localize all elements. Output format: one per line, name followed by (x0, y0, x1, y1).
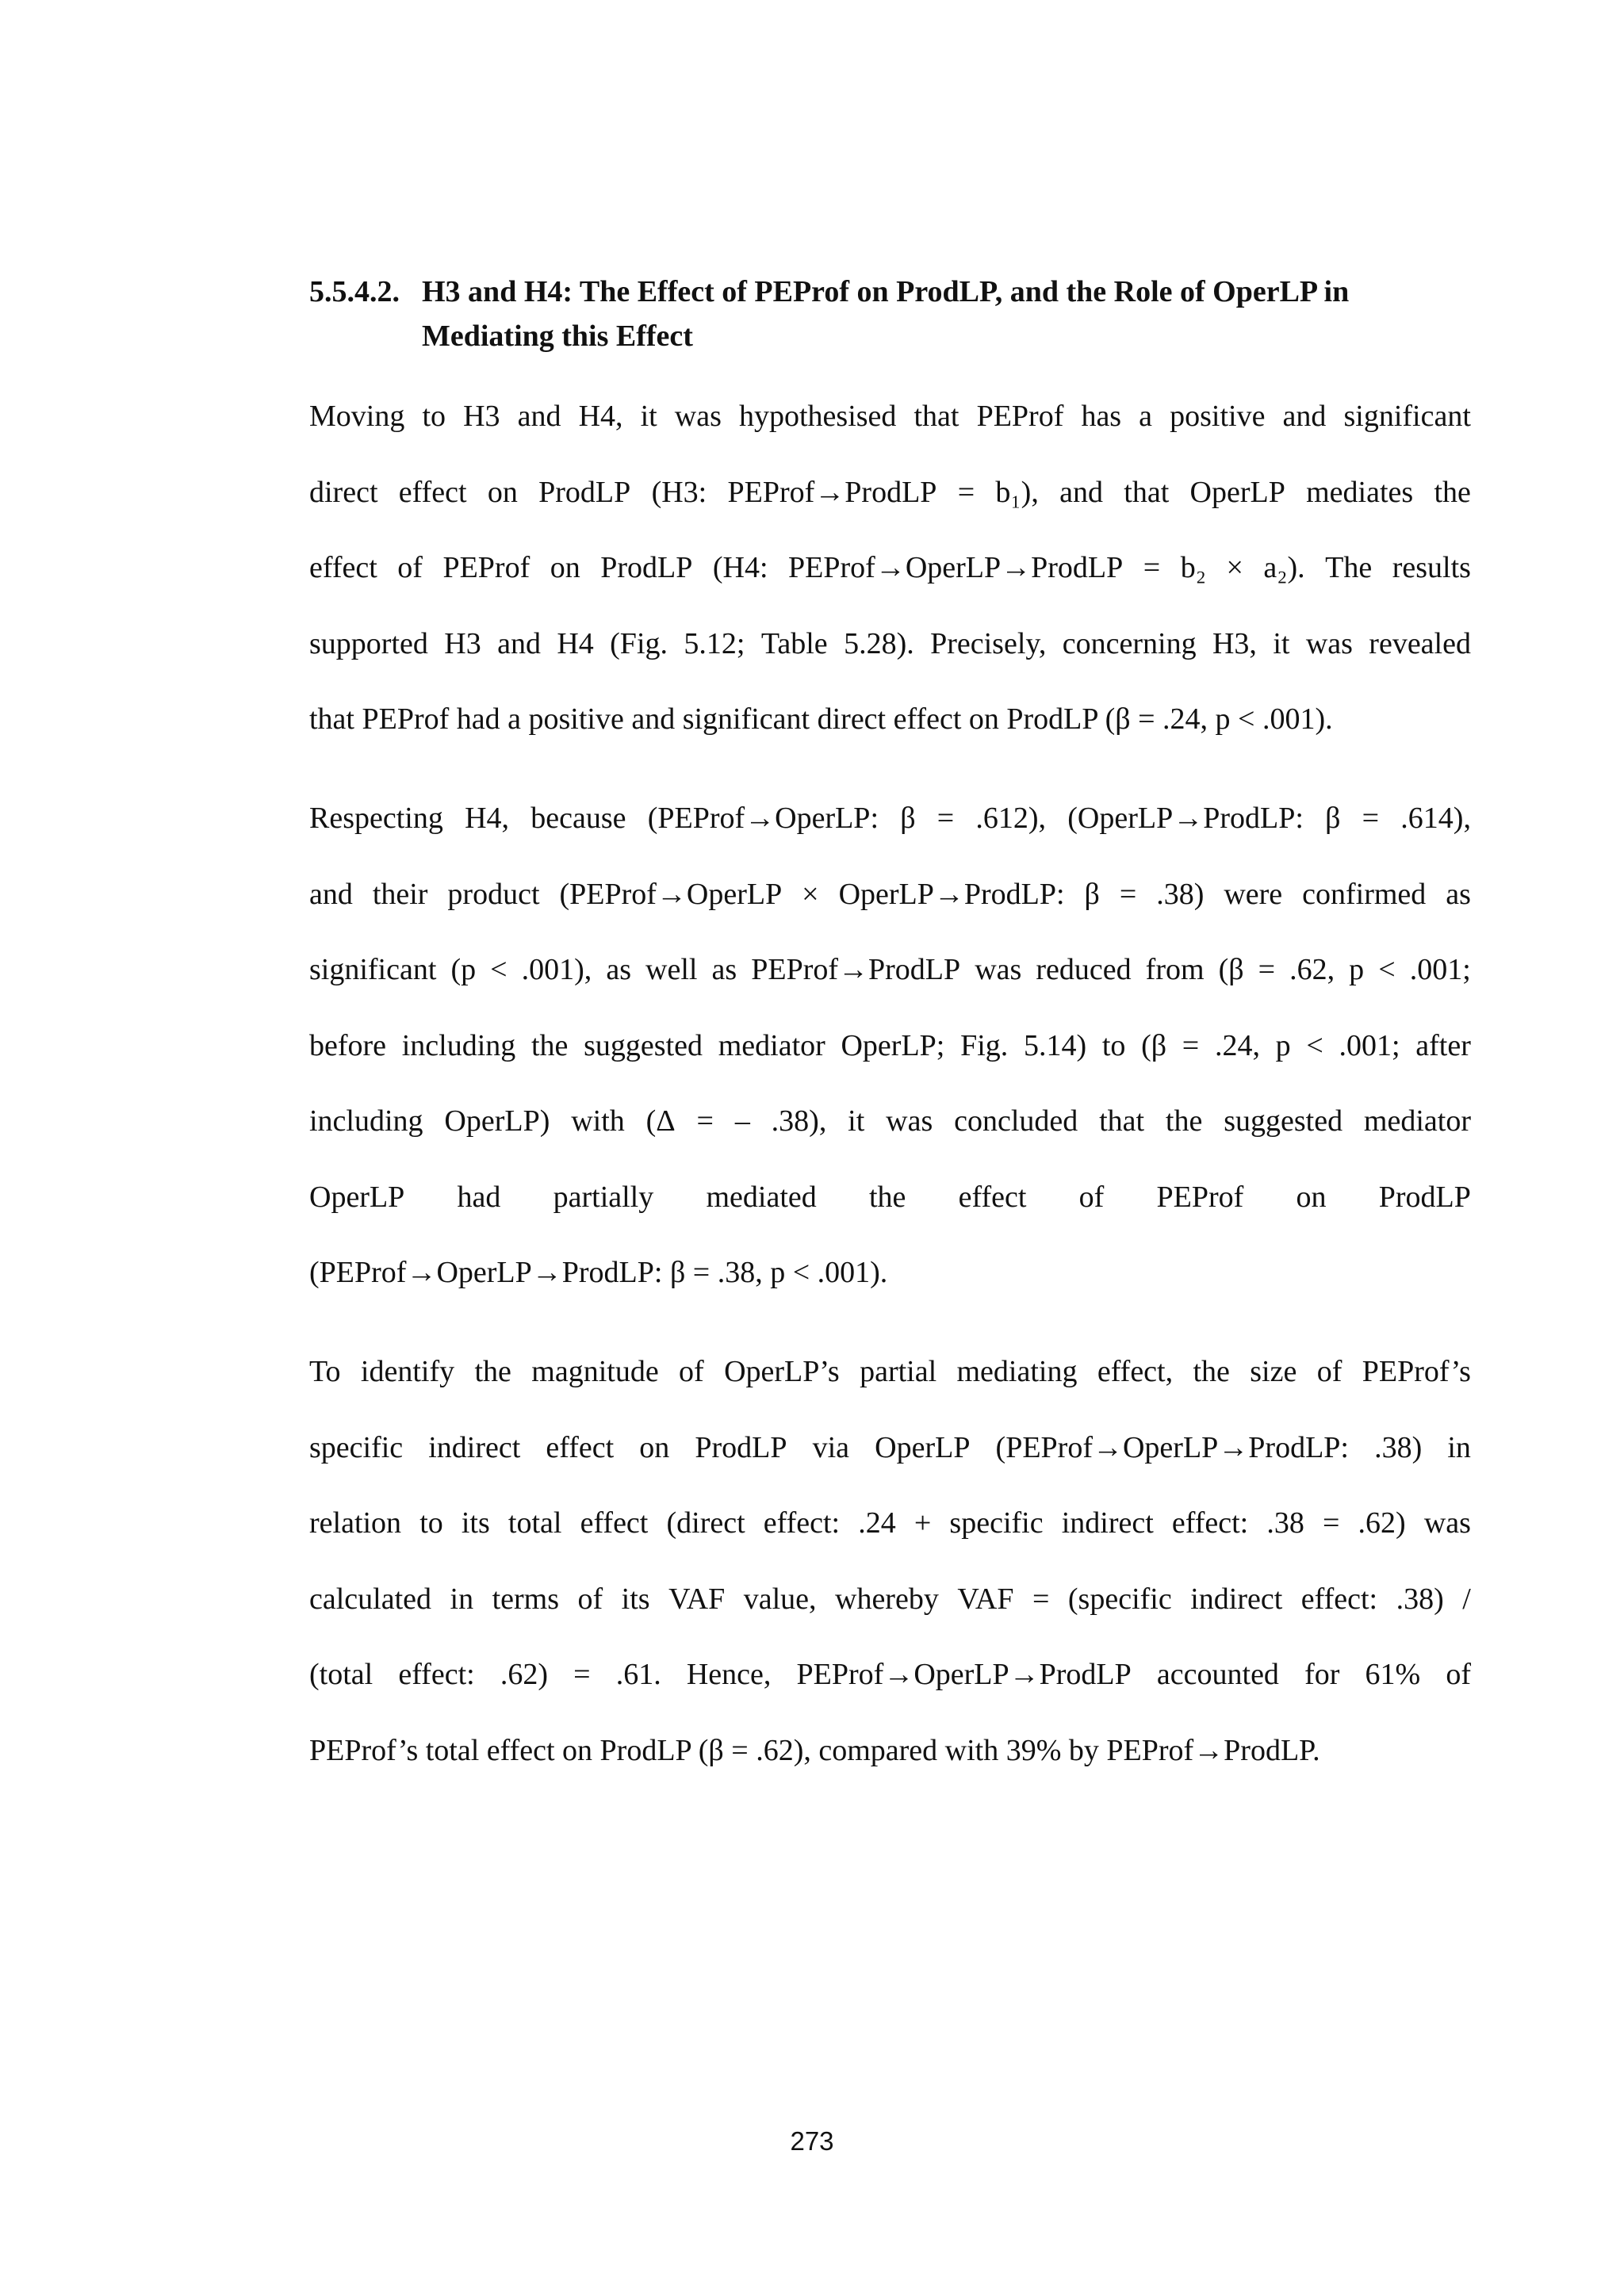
paragraph-line: before including the suggested mediator OperLP; Fig. 5.14) to (β = .24, p < .001; after (309, 1028, 1471, 1062)
paragraph-h3-hypothesis (309, 379, 1471, 758)
paragraph-line: specific indirect effect on ProdLP via OperLP (PEProf→OperLP→ProdLP: .38) in (309, 1430, 1471, 1464)
paragraph-line: significant (p < .001), as well as PEProf→ProdLP was reduced from (β = .62, p < .001; (309, 953, 1471, 986)
paragraph-line: including OperLP) with (Δ = – .38), it was concluded that the suggested mediator (309, 1104, 1471, 1138)
paragraph-line: Moving to H3 and H4, it was hypothesised that PEProf has a positive and significant (309, 400, 1471, 433)
paragraph-line: effect of PEProf on ProdLP (H4: PEProf→OperLP→ProdLP = b₂ × a₂). The results (309, 551, 1471, 584)
paragraph-line: To identify the magnitude of OperLP’s partial mediating effect, the size of PEProf’s (309, 1355, 1471, 1388)
page-number: 273 (790, 2126, 834, 2156)
section-heading (309, 270, 1471, 358)
paragraph-line: relation to its total effect (direct effect: .24 + specific indirect effect: .38 = .62) was (309, 1506, 1471, 1540)
paragraph-line: direct effect on ProdLP (H3: PEProf→ProdLP = b₁), and that OperLP mediates the (309, 475, 1471, 509)
paragraph-line: and their product (PEProf→OperLP × OperLP→ProdLP: β = .38) were confirmed as (309, 877, 1471, 911)
paragraph-line: (total effect: .62) = .61. Hence, PEProf→OperLP→ProdLP accounted for 61% of (309, 1658, 1471, 1691)
paragraph-line: calculated in terms of its VAF value, whereby VAF = (specific indirect effect: .38) / (309, 1582, 1471, 1616)
paragraph-h4-mediation (309, 781, 1471, 1311)
section-title-line2: Mediating this Effect (422, 320, 693, 353)
paragraph-line: Respecting H4, because (PEProf→OperLP: β = .612), (OperLP→ProdLP: β = .614), (309, 802, 1471, 835)
paragraph-line: (PEProf→OperLP→ProdLP: β = .38, p < .001). (309, 1256, 888, 1289)
paragraph-line: PEProf’s total effect on ProdLP (β = .62), compared with 39% by PEProf→ProdLP. (309, 1733, 1320, 1767)
section-number: 5.5.4.2. (309, 275, 400, 308)
section-title-line1: H3 and H4: The Effect of PEProf on ProdLP, and the Role of OperLP in (422, 275, 1350, 308)
paragraph-line: OperLP had partially mediated the effect of PEProf on ProdLP (309, 1180, 1471, 1214)
paragraph-line: supported H3 and H4 (Fig. 5.12; Table 5.28). Precisely, concerning H3, it was revealed (309, 626, 1471, 660)
paragraph-line: that PEProf had a positive and significant direct effect on ProdLP (β = .24, p < .001). (309, 702, 1333, 736)
paragraph-vaf-calculation (309, 1334, 1471, 1789)
